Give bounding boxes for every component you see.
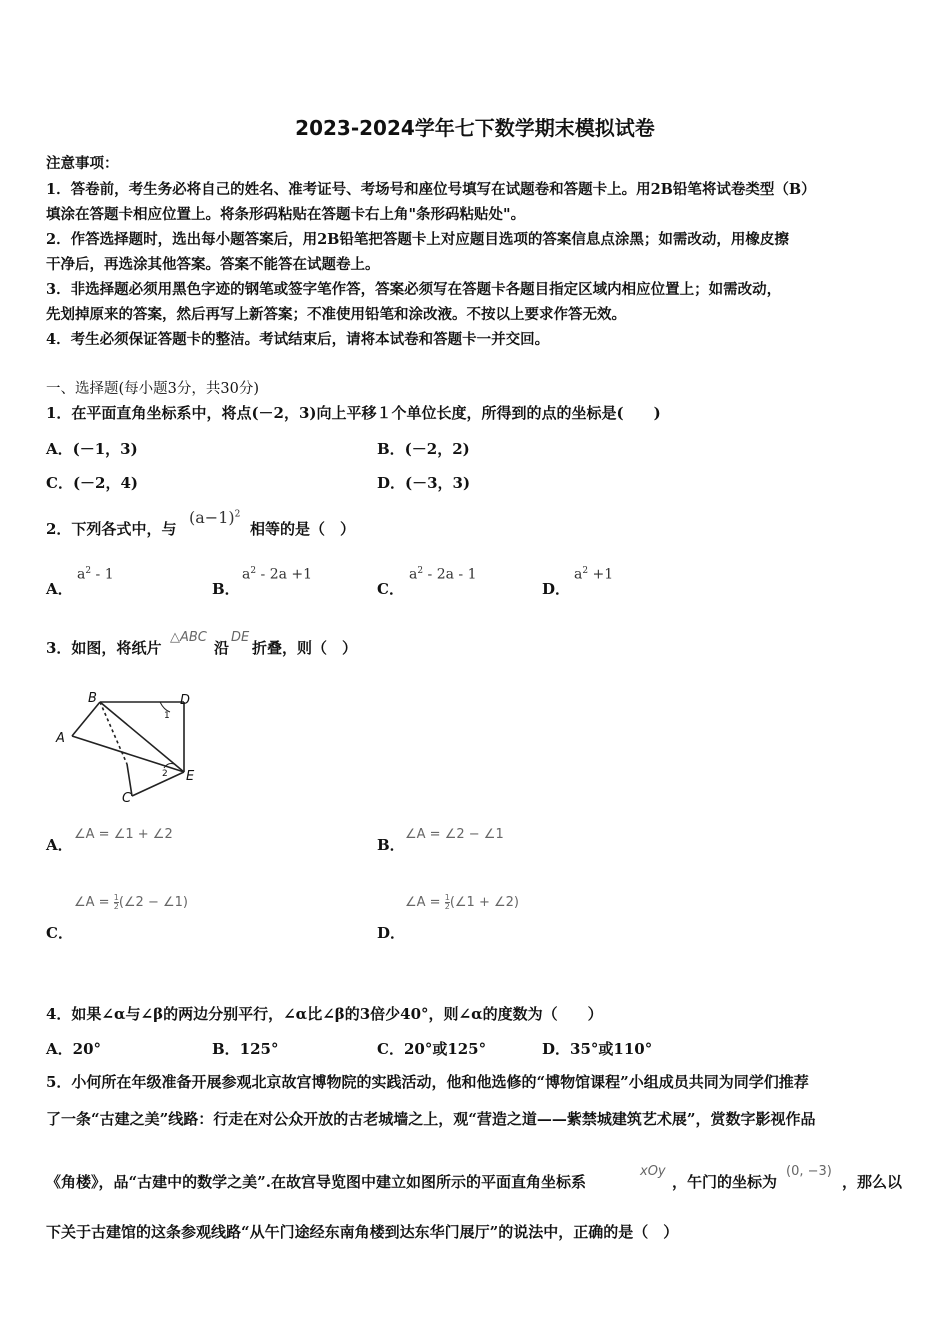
question-5-line-3-pre: 《角楼》，品“古建中的数学之美”.在故宫导览图中建立如图所示的平面直角坐标系	[46, 1173, 586, 1191]
question-2-stem-pre: 2．下列各式中，与	[46, 520, 177, 538]
figure-edge-ab	[72, 702, 100, 736]
notice-line: 3．非选择题必须用黑色字迹的钢笔或签字笔作答，答案必须写在答题卡各题目指定区域内相应位置上；如需改动，	[46, 281, 782, 298]
figure-edge-ce	[132, 772, 184, 796]
question-4-option-d: D．35°或110°	[542, 1040, 653, 1058]
question-3-triangle: △ABC	[170, 630, 207, 645]
notice-line: 先划掉原来的答案，然后再写上新答案；不准使用铅笔和涂改液。不按以上要求作答无效。	[46, 306, 626, 323]
question-4-stem: 4．如果∠α与∠β的两边分别平行，∠α比∠β的3倍少40°，则∠α的度数为（ ）	[46, 1005, 603, 1023]
question-3-stem-mid: 沿	[214, 639, 230, 657]
question-3-option-a-label: A．	[46, 836, 73, 854]
question-3-option-b-math: ∠A = ∠2 − ∠1	[405, 827, 504, 842]
question-3-option-d-math: ∠A = $\frac{1}{2}$ (∠1 + ∠2)	[405, 893, 519, 911]
page-title: 2023-2024学年七下数学期末模拟试卷	[295, 116, 655, 140]
question-2-option-c-math: $a^2 - 2a - 1$	[409, 566, 477, 583]
notice-line: 2．作答选择题时，选出每小题答案后，用2B铅笔把答题卡上对应题目选项的答案信息点涂黑；如需改动，用橡皮擦	[46, 231, 789, 248]
figure-dashed-edge	[100, 702, 127, 764]
question-2-option-b-label: B．	[212, 580, 240, 598]
question-5-line-3-mid: ，午门的坐标为	[672, 1173, 778, 1191]
label-angle-1: 1	[164, 711, 170, 721]
section-heading: 一、选择题(每小题3分，共30分)	[46, 381, 259, 397]
question-1-option-d: D．(－3，3)	[377, 474, 471, 492]
question-3-option-d-label: D．	[377, 924, 406, 942]
question-5-line: 5．小何所在年级准备开展参观北京故宫博物院的实践活动，他和他选修的“博物馆课程”小组成员共同为同学们推荐	[46, 1073, 809, 1091]
question-3-option-b-label: B．	[377, 836, 405, 854]
notice-line: 4．考生必须保证答题卡的整洁。考试结束后，请将本试卷和答题卡一并交回。	[46, 331, 550, 348]
notice-line: 1．答卷前，考生务必将自己的姓名、准考证号、考场号和座位号填写在试题卷和答题卡上。用2B铅笔将试卷类型（B）	[46, 181, 816, 198]
notice-line: 填涂在答题卡相应位置上。将条形码粘贴在答题卡右上角"条形码粘贴处"。	[46, 206, 526, 223]
label-e: E	[186, 769, 195, 784]
question-2-option-a-math: $a^2 - 1$	[77, 566, 114, 583]
question-2-option-a-label: A．	[46, 580, 73, 598]
question-2-option-d-label: D．	[542, 580, 571, 598]
label-d: D	[180, 693, 191, 708]
question-3-stem-post: 折叠，则（ ）	[252, 639, 358, 657]
question-2-stem-post: 相等的是（ ）	[250, 520, 356, 538]
question-4-option-c: C．20°或125°	[377, 1040, 487, 1058]
figure-edge-be	[100, 702, 184, 772]
notice-line: 干净后，再选涂其他答案。答案不能答在试题卷上。	[46, 256, 380, 273]
question-3-de: DE	[231, 630, 250, 645]
question-1-option-b: B．(－2，2)	[377, 440, 470, 458]
question-3-stem-pre: 3．如图，将纸片	[46, 639, 162, 657]
question-5-coordinate: (0, −3)	[786, 1164, 832, 1179]
label-a: A	[56, 731, 65, 746]
question-2-option-d-math: $a^2 +1$	[574, 566, 614, 583]
question-5-xoy: xOy	[640, 1164, 666, 1179]
label-b: B	[88, 691, 97, 706]
folded-triangle-figure	[52, 688, 202, 808]
question-5-line: 下关于古建馆的这条参观线路“从午门途经东南角楼到达东华门展厅”的说法中，正确的是（ ）	[46, 1223, 679, 1241]
label-c: C	[122, 791, 132, 806]
label-angle-2: 2	[162, 769, 168, 779]
question-2-stem-math: $(a-1)^2$	[189, 508, 241, 527]
question-3-option-a-math: ∠A = ∠1 + ∠2	[74, 827, 173, 842]
question-3-option-c-math: ∠A = $\frac{1}{2}$ (∠2 − ∠1)	[74, 893, 188, 911]
question-5-line-3-post: ，那么以	[842, 1173, 903, 1191]
notice-heading: 注意事项：	[46, 155, 119, 172]
question-1-option-a: A．(－1，3)	[46, 440, 138, 458]
question-4-option-b: B．125°	[212, 1040, 279, 1058]
question-1-stem: 1．在平面直角坐标系中，将点(－2，3)向上平移１个单位长度，所得到的点的坐标是( )	[46, 404, 661, 422]
question-5-line: 了一条“古建之美”线路：行走在对公众开放的古老城墙之上，观“营造之道——紫禁城建筑艺术展”，赏数字影视作品	[46, 1110, 816, 1128]
question-3-option-c-label: C．	[46, 924, 73, 942]
question-2-option-c-label: C．	[377, 580, 404, 598]
question-4-option-a: A．20°	[46, 1040, 102, 1058]
question-1-option-c: C．(－2，4)	[46, 474, 139, 492]
question-2-option-b-math: $a^2 - 2a +1$	[242, 566, 313, 583]
